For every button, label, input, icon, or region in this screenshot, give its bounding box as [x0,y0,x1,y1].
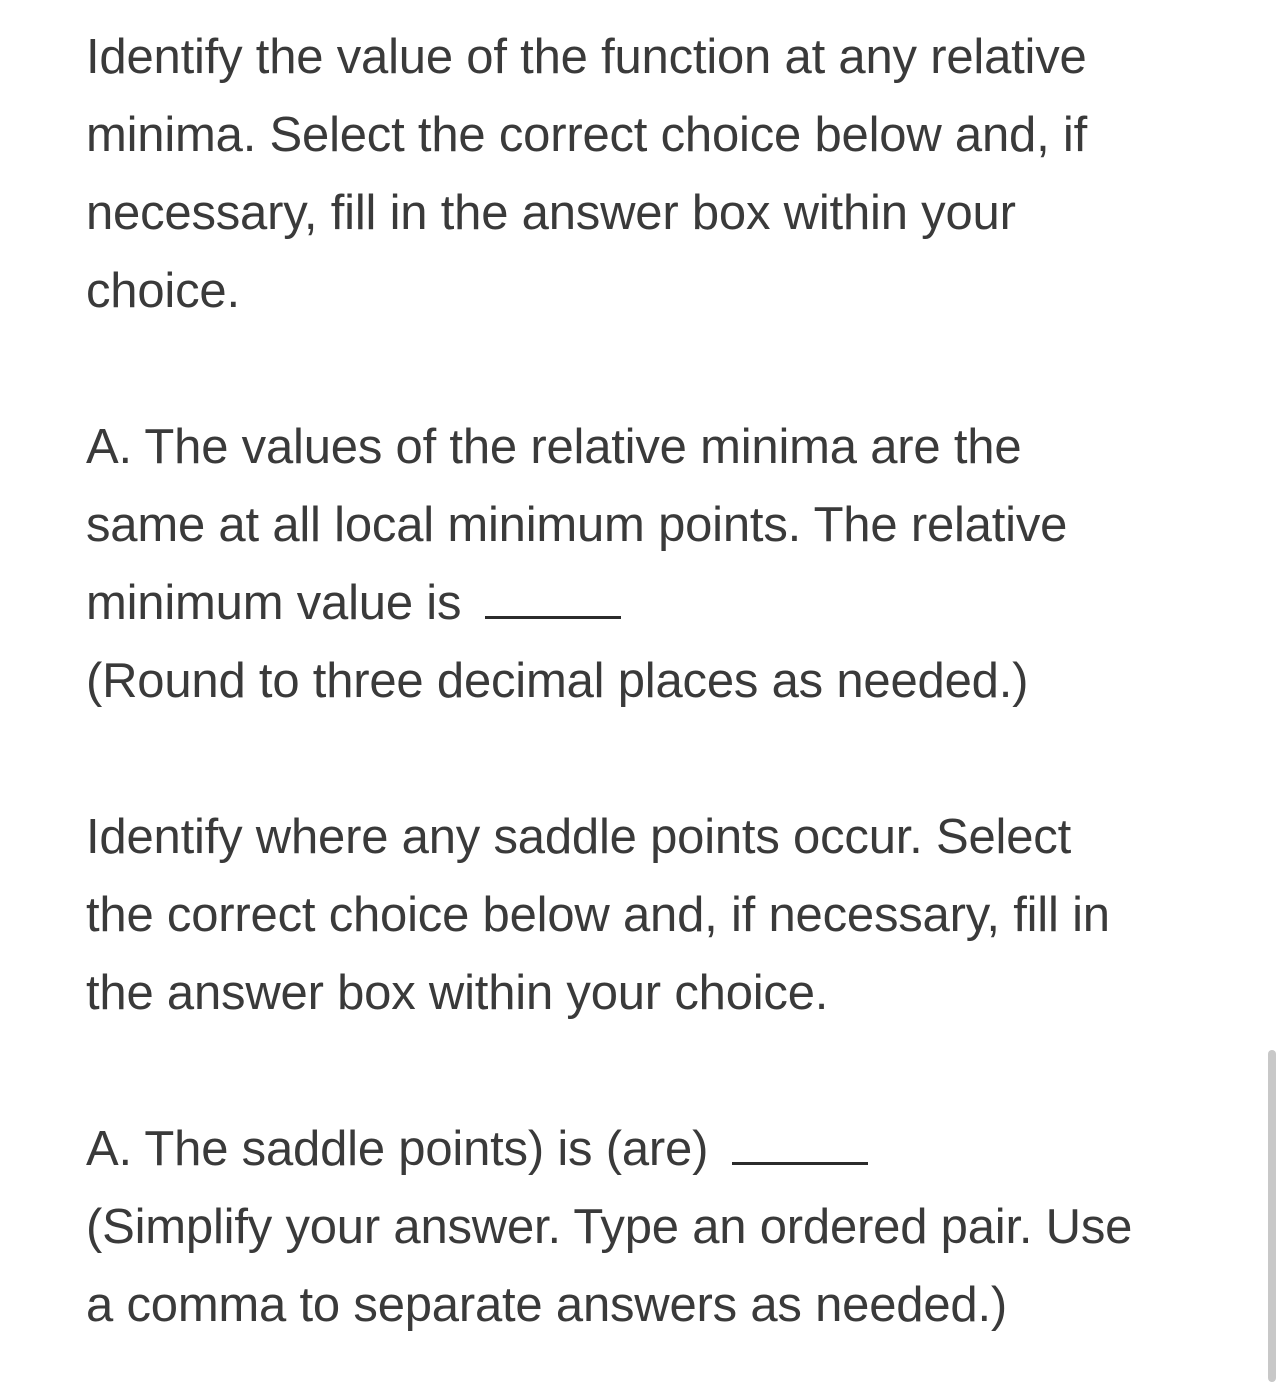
choice-line: same at all local minimum points. The relative [86,498,1068,552]
prompt-line: minima. Select the correct choice below and, if [86,108,1088,162]
answer-lead-text: A. The saddle points) is (are) [86,1122,709,1176]
prompt-line: the correct choice below and, if necessary, fill in [86,888,1110,942]
simplify-hint-line: (Simplify your answer. Type an ordered pair. Use [86,1200,1133,1254]
relative-minima-choice-a[interactable] [86,408,1216,720]
rounding-hint: (Round to three decimal places as needed.) [86,654,1029,708]
prompt-line: the answer box within your choice. [86,966,829,1020]
spacer [86,1032,1216,1110]
choice-answer-line [86,1110,1216,1188]
answer-lead-text: minimum value is [86,576,462,630]
vertical-scrollbar[interactable] [1268,1050,1276,1382]
prompt-line: Identify where any saddle points occur. Select [86,810,1071,864]
saddle-points-answer-box[interactable] [732,1119,868,1165]
spacer [86,330,1216,408]
prompt-line: Identify the value of the function at any relative [86,30,1087,84]
saddle-points-prompt [86,798,1216,1032]
saddle-points-choice-a[interactable] [86,1110,1216,1344]
question-content [86,18,1216,1344]
simplify-hint-line: a comma to separate answers as needed.) [86,1278,1007,1332]
spacer [86,720,1216,798]
prompt-line: choice. [86,264,240,318]
relative-minima-prompt [86,18,1216,330]
relative-minimum-answer-box[interactable] [485,573,621,619]
choice-line: A. The values of the relative minima are the [86,420,1022,474]
choice-answer-line [86,564,1216,642]
prompt-line: necessary, fill in the answer box within your [86,186,1016,240]
